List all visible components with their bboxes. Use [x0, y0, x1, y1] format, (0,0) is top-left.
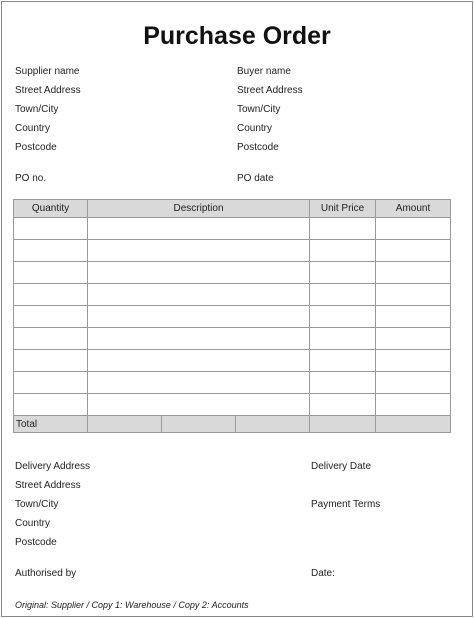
amount-cell[interactable]: [376, 328, 451, 350]
buyer-postcode-label: Postcode: [237, 142, 279, 153]
table-row: [14, 306, 451, 328]
total-label: Total: [14, 416, 88, 433]
unit-price-cell[interactable]: [310, 328, 376, 350]
supplier-name-label: Supplier name: [15, 66, 80, 77]
supplier-country-label: Country: [15, 123, 51, 134]
delivery-town-label: Town/City: [15, 499, 59, 510]
delivery-street-label: Street Address: [15, 480, 81, 491]
table-row: [14, 284, 451, 306]
buyer-country-label: Country: [237, 123, 273, 134]
quantity-cell[interactable]: [14, 262, 88, 284]
unit-price-cell[interactable]: [310, 350, 376, 372]
unit-price-cell[interactable]: [310, 306, 376, 328]
column-header-quantity: Quantity: [14, 200, 88, 218]
total-cell: [88, 416, 162, 433]
amount-cell[interactable]: [376, 350, 451, 372]
buyer-town-label: Town/City: [237, 104, 281, 115]
quantity-cell[interactable]: [14, 372, 88, 394]
description-cell[interactable]: [88, 218, 310, 240]
quantity-cell[interactable]: [14, 328, 88, 350]
quantity-cell[interactable]: [14, 306, 88, 328]
unit-price-cell[interactable]: [310, 372, 376, 394]
quantity-cell[interactable]: [14, 284, 88, 306]
unit-price-cell[interactable]: [310, 394, 376, 416]
description-cell[interactable]: [88, 306, 310, 328]
delivery-postcode-label: Postcode: [15, 537, 57, 548]
amount-cell[interactable]: [376, 394, 451, 416]
amount-cell[interactable]: [376, 240, 451, 262]
total-cell: [310, 416, 376, 433]
po-date-label: PO date: [237, 173, 274, 184]
unit-price-cell[interactable]: [310, 262, 376, 284]
table-row: [14, 328, 451, 350]
copies-note: Original: Supplier / Copy 1: Warehouse / Copy 2: Accounts: [15, 600, 249, 610]
description-cell[interactable]: [88, 240, 310, 262]
unit-price-cell[interactable]: [310, 218, 376, 240]
quantity-cell[interactable]: [14, 350, 88, 372]
delivery-country-label: Country: [15, 518, 51, 529]
total-cell: [236, 416, 310, 433]
quantity-cell[interactable]: [14, 394, 88, 416]
description-cell[interactable]: [88, 350, 310, 372]
document-title: Purchase Order: [143, 22, 331, 50]
delivery-date-label: Delivery Date: [311, 461, 372, 472]
table-header-row: [14, 200, 451, 218]
column-header-amount: Amount: [376, 200, 451, 218]
description-cell[interactable]: [88, 372, 310, 394]
description-cell[interactable]: [88, 262, 310, 284]
delivery-address-label: Delivery Address: [15, 461, 91, 472]
table-row: [14, 350, 451, 372]
description-cell[interactable]: [88, 284, 310, 306]
column-header-unit-price: Unit Price: [310, 200, 376, 218]
column-header-description: Description: [88, 200, 310, 218]
amount-cell[interactable]: [376, 218, 451, 240]
table-row: [14, 372, 451, 394]
table-row: [14, 218, 451, 240]
description-cell[interactable]: [88, 394, 310, 416]
quantity-cell[interactable]: [14, 218, 88, 240]
signoff-date-label: Date:: [311, 568, 335, 579]
po-number-label: PO no.: [15, 173, 47, 184]
table-row: [14, 240, 451, 262]
table-row: [14, 262, 451, 284]
unit-price-cell[interactable]: [310, 240, 376, 262]
description-cell[interactable]: [88, 328, 310, 350]
total-cell: [162, 416, 236, 433]
amount-cell[interactable]: [376, 262, 451, 284]
payment-terms-label: Payment Terms: [311, 499, 381, 510]
total-row: [14, 416, 451, 433]
quantity-cell[interactable]: [14, 240, 88, 262]
total-amount-cell[interactable]: [376, 416, 451, 433]
supplier-postcode-label: Postcode: [15, 142, 57, 153]
authorised-by-label: Authorised by: [15, 568, 77, 579]
buyer-street-label: Street Address: [237, 85, 303, 96]
supplier-street-label: Street Address: [15, 85, 81, 96]
order-items-table: [13, 199, 451, 433]
amount-cell[interactable]: [376, 284, 451, 306]
amount-cell[interactable]: [376, 306, 451, 328]
supplier-town-label: Town/City: [15, 104, 59, 115]
buyer-name-label: Buyer name: [237, 66, 291, 77]
amount-cell[interactable]: [376, 372, 451, 394]
purchase-order-page: [1, 1, 473, 617]
unit-price-cell[interactable]: [310, 284, 376, 306]
table-row: [14, 394, 451, 416]
